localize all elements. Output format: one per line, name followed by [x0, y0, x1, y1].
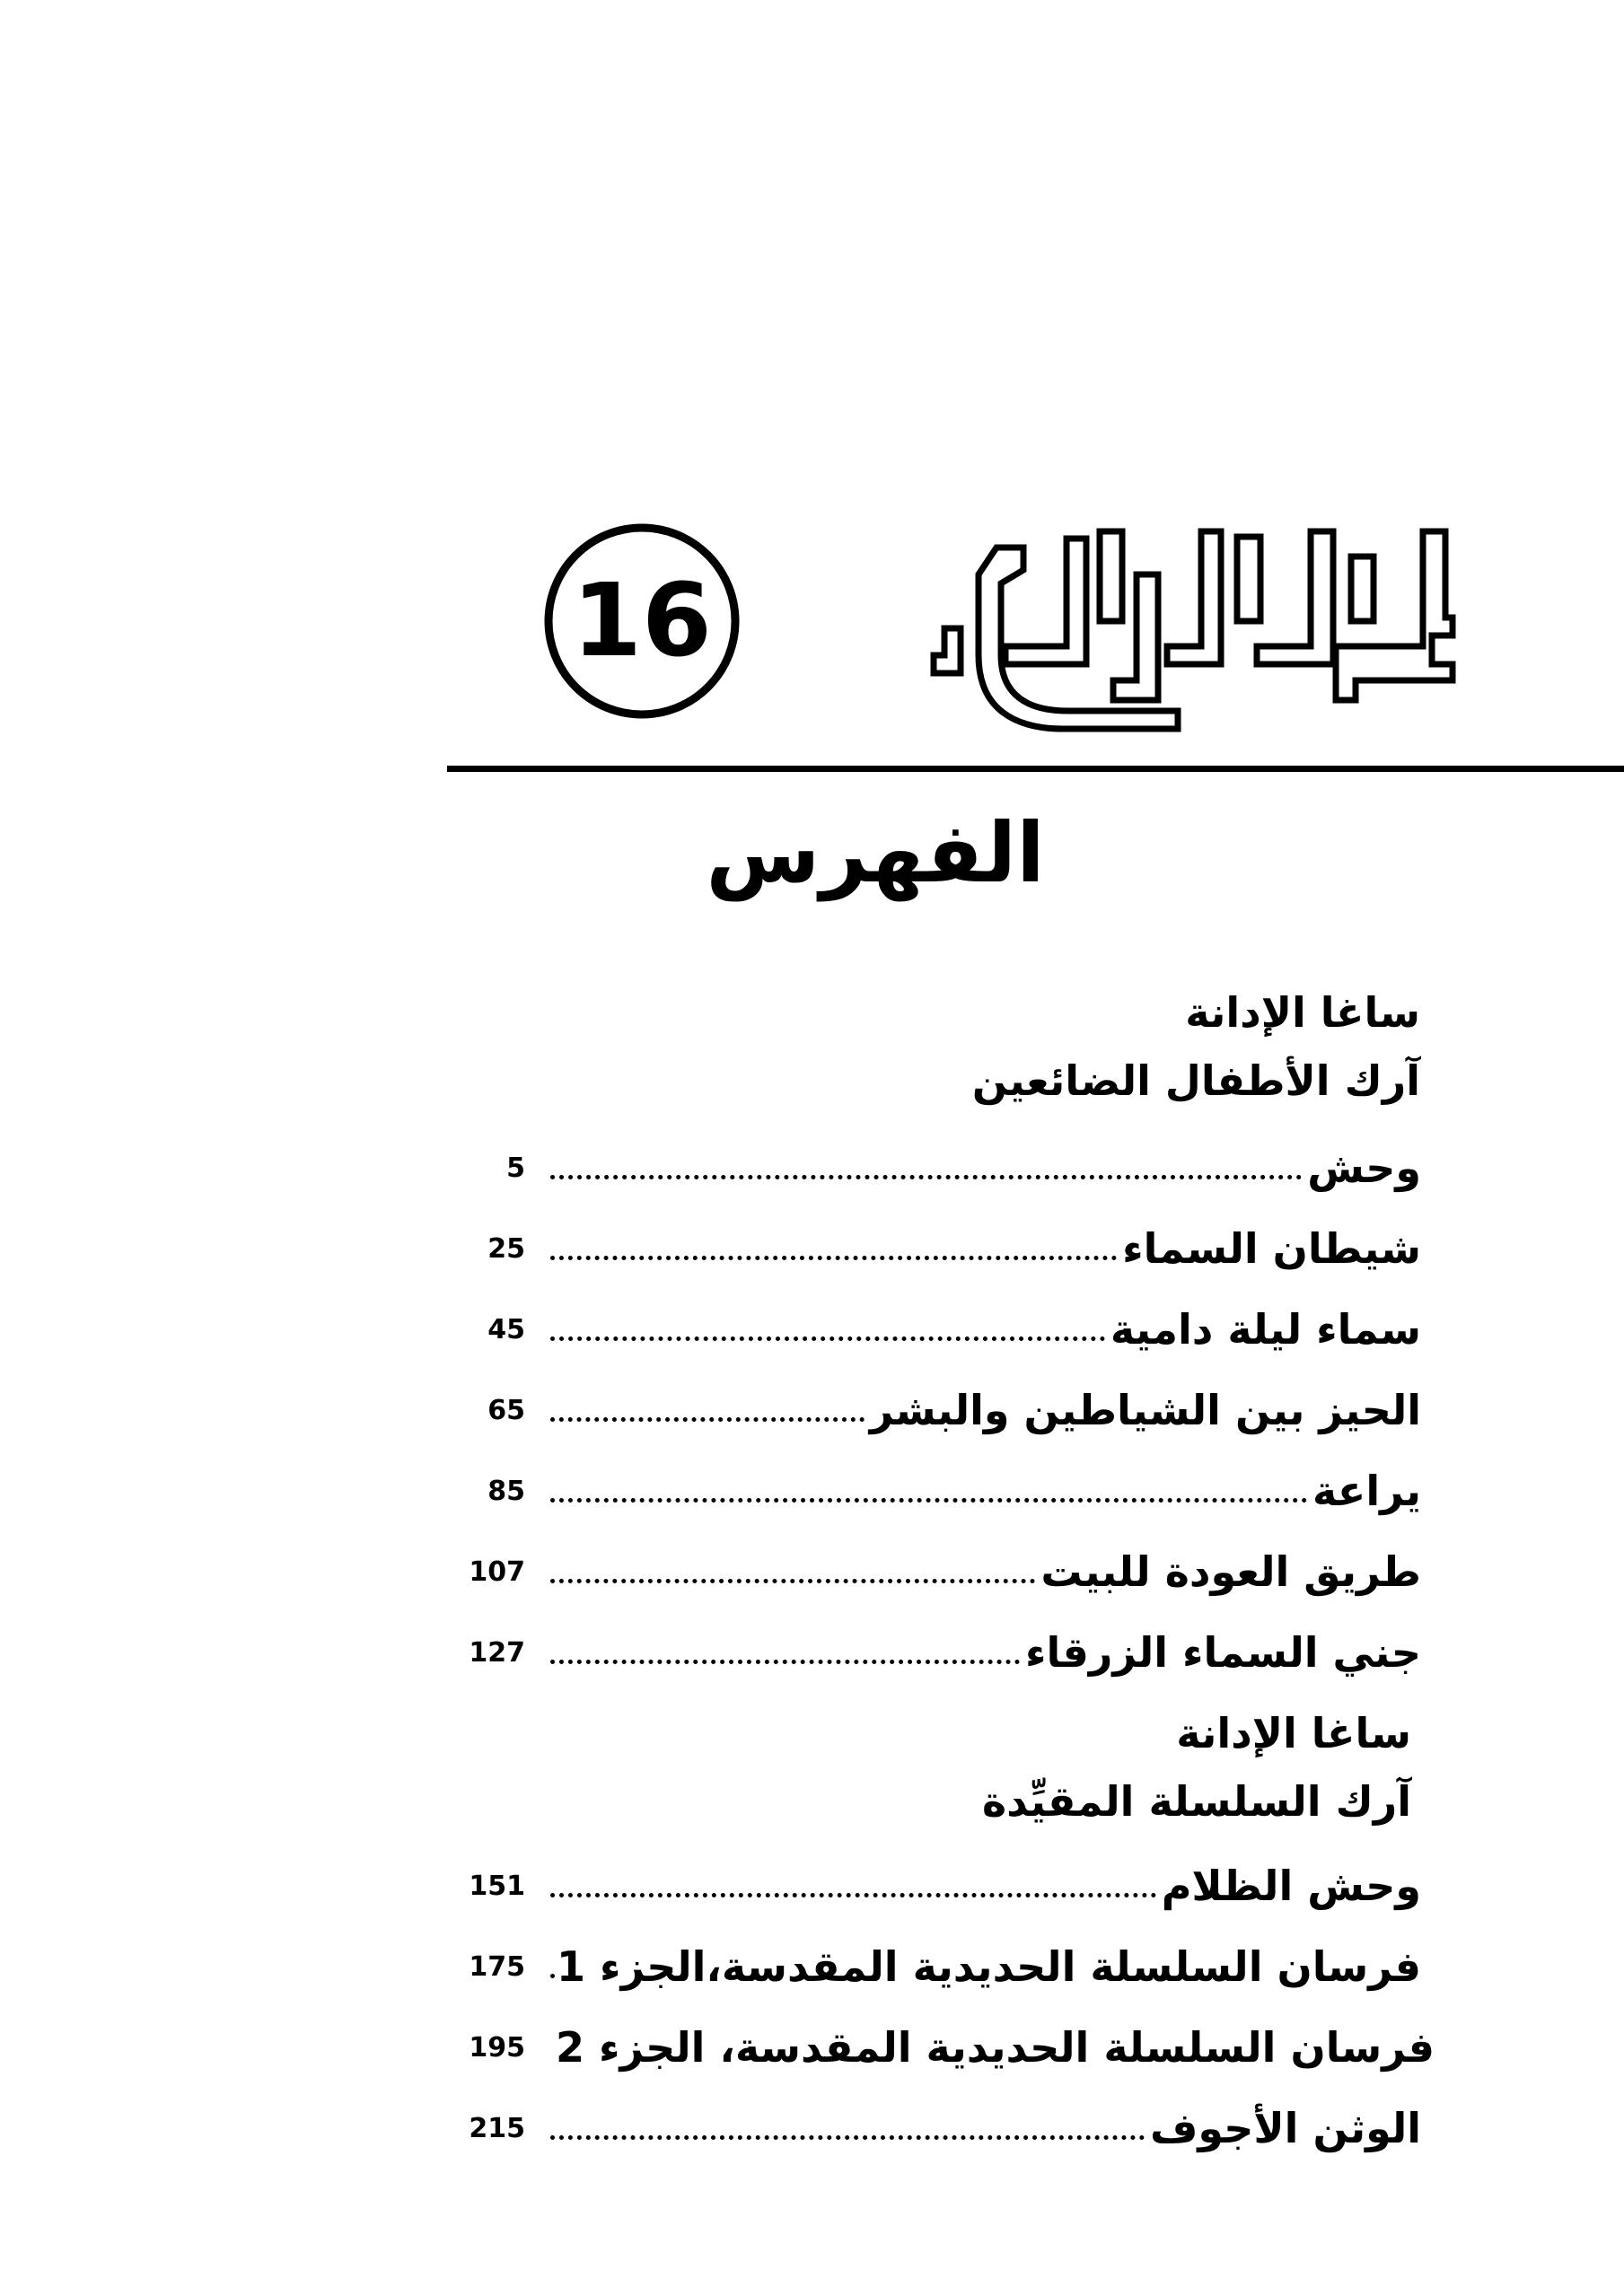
page-number: 215: [469, 2112, 525, 2144]
page-number: 5: [506, 1152, 525, 1184]
chapter-title: طريق العودة للبيت: [1040, 1547, 1421, 1596]
chapter-title: جني السماء الزرقاء: [1024, 1628, 1421, 1677]
saga-name: ساغا الإدانة: [1185, 988, 1420, 1037]
toc-entry[interactable]: [453, 1132, 1421, 1204]
dot-leader: [550, 1494, 1307, 1503]
chapter-title: يراعة: [1312, 1467, 1421, 1515]
toc-entry[interactable]: [453, 2011, 1435, 2083]
dot-leader: [550, 1333, 1105, 1341]
page-number: 65: [487, 1394, 525, 1426]
page-number: 195: [469, 2031, 525, 2064]
chapter-title: سماء ليلة دامية: [1110, 1305, 1421, 1354]
arc-heading: [603, 1699, 1411, 1836]
page-number: 127: [469, 1636, 525, 1669]
chapter-title: الحيز بين الشياطين والبشر: [869, 1386, 1421, 1434]
dot-leader: [550, 1575, 1035, 1583]
dot-leader: [550, 1656, 1020, 1664]
header-rule: [447, 766, 1624, 772]
dot-leader: [550, 1889, 1156, 1897]
dot-leader: [550, 1414, 865, 1422]
volume-number: 16: [572, 563, 712, 679]
arc-name: آرك الأطفال الضائعين: [971, 1056, 1420, 1105]
logo-lettering: [934, 531, 1453, 729]
page-number: 107: [469, 1555, 525, 1588]
masthead: [539, 521, 1490, 745]
toc-entry[interactable]: [453, 1455, 1421, 1527]
chapter-title: فرسان السلسلة الحديدية المقدسة، الجزء 2: [556, 2023, 1435, 2072]
chapter-title: وحش: [1307, 1144, 1421, 1192]
page-number: 45: [487, 1313, 525, 1345]
page-number: 25: [487, 1232, 525, 1265]
chapter-title: فرسان السلسلة الحديدية المقدسة،الجزء 1: [557, 1942, 1421, 1991]
toc-entry[interactable]: [453, 1931, 1421, 2002]
arc-heading: [612, 978, 1420, 1115]
chapter-title: وحش الظلام: [1161, 1862, 1421, 1910]
arc-name: آرك السلسلة المقيِّدة: [981, 1777, 1411, 1826]
page-number: 151: [469, 1870, 525, 1902]
toc-entry[interactable]: [453, 1374, 1421, 1446]
page-title: الفهرس: [706, 805, 1045, 901]
toc-entry[interactable]: [453, 1536, 1421, 1608]
toc-entry[interactable]: [453, 1850, 1421, 1922]
dot-leader: [550, 1171, 1302, 1179]
toc-entry[interactable]: [453, 1617, 1421, 1688]
berserk-logo: [539, 521, 1490, 745]
page-number: 85: [487, 1475, 525, 1507]
saga-name: ساغا الإدانة: [1176, 1709, 1411, 1757]
chapter-title: شيطان السماء: [1122, 1224, 1421, 1273]
chapter-title: الوثن الأجوف: [1149, 2104, 1421, 2152]
dot-leader: [550, 2132, 1145, 2140]
dot-leader: [550, 1252, 1117, 1260]
page-number: 175: [469, 1950, 525, 1983]
toc-entry[interactable]: [453, 1213, 1421, 1284]
dot-leader: [550, 1970, 551, 1978]
toc-entry[interactable]: [453, 2092, 1421, 2164]
toc-entry[interactable]: [453, 1293, 1421, 1365]
